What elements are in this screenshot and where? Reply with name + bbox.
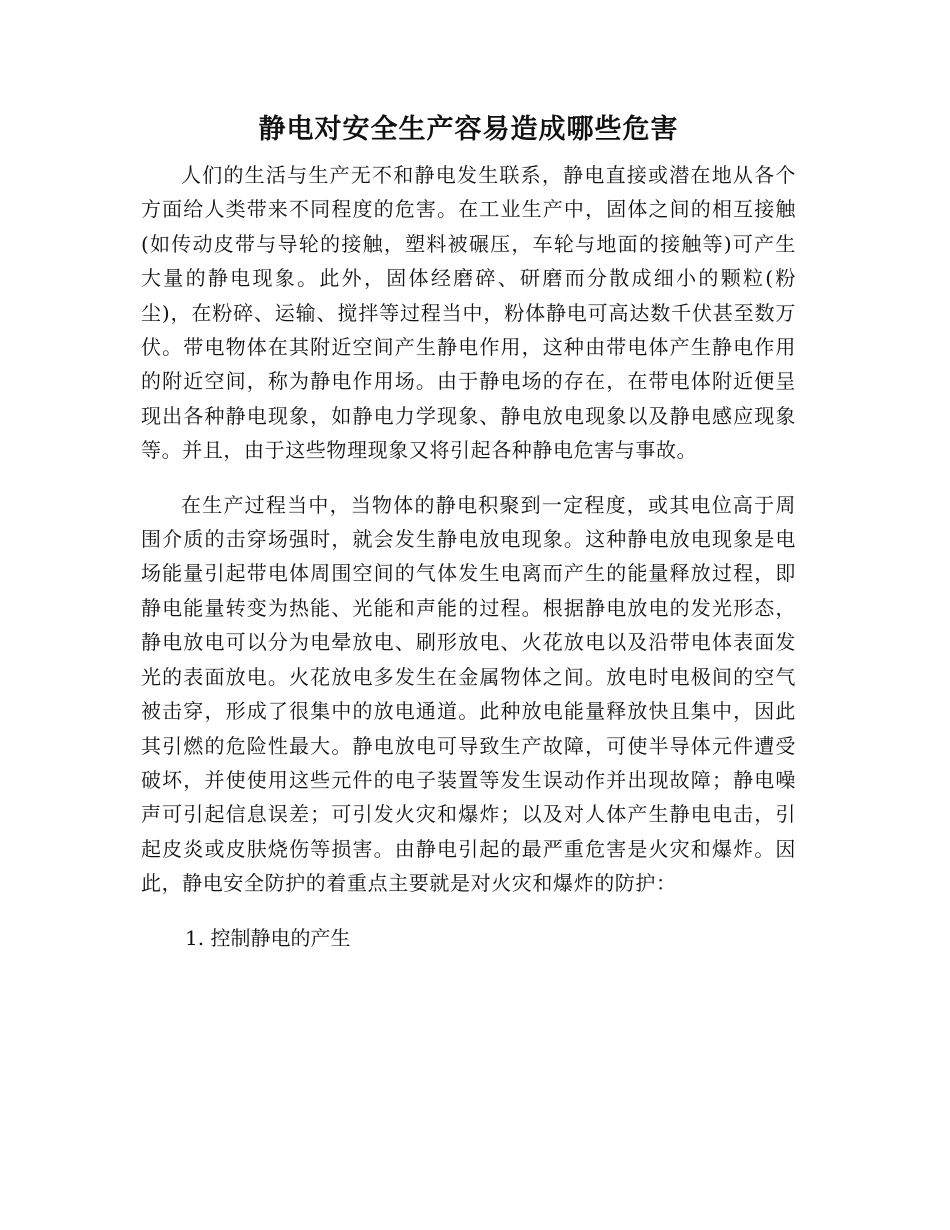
paragraph-discharge: 在生产过程当中，当物体的静电积聚到一定程度，或其电位高于周围介质的击穿场强时，就会发生静电放电现象。这种静电放电现象是电场能量引起带电体周围空间的气体发生电离而产生的能量释放过程，即静电能量转变为热能、光能和声能的过程。根据静电放电的发光形态，静电放电可以分为电晕放电、刷形放电、火花放电以及沿带电体表面发光的表面放电。火花放电多发生在金属物体之间。放电时电极间的空气被击穿，形成了很集中的放电通道。此种放电能量释放快且集中，因此其引燃的危险性最大。静电放电可导致生产故障，可使半导体元件遭受破坏，并使使用这些元件的电子装置等发生误动作并出现故障；静电噪声可引起信息误差；可引发火灾和爆炸；以及对人体产生静电电击，引起皮炎或皮肤烧伤等损害。由静电引起的最严重危害是火灾和爆炸。因此，静电安全防护的着重点主要就是对火灾和爆炸的防护： <box>141 492 796 896</box>
document-title: 静电对安全生产容易造成哪些危害 <box>258 114 679 145</box>
paragraph-intro: 人们的生活与生产无不和静电发生联系，静电直接或潜在地从各个方面给人类带来不同程度的危害。在工业生产中，固体之间的相互接触(如传动皮带与导轮的接触，塑料被碾压，车轮与地面的接触等)可产生大量的静电现象。此外，固体经磨碎、研磨而分散成细小的颗粒(粉尘)，在粉碎、运输、搅拌等过程当中，粉体静电可高达数千伏甚至数万伏。带电物体在其附近空间产生静电作用，这种由带电体产生静电作用的附近空间，称为静电作用场。由于静电场的存在，在带电体附近便呈现出各种静电现象，如静电力学现象、静电放电现象以及静电感应现象等。并且，由于这些物理现象又将引起各种静电危害与事故。 <box>141 163 796 463</box>
list-item-control-generation: 1. 控制静电的产生 <box>185 925 351 950</box>
document-page <box>141 110 796 955</box>
